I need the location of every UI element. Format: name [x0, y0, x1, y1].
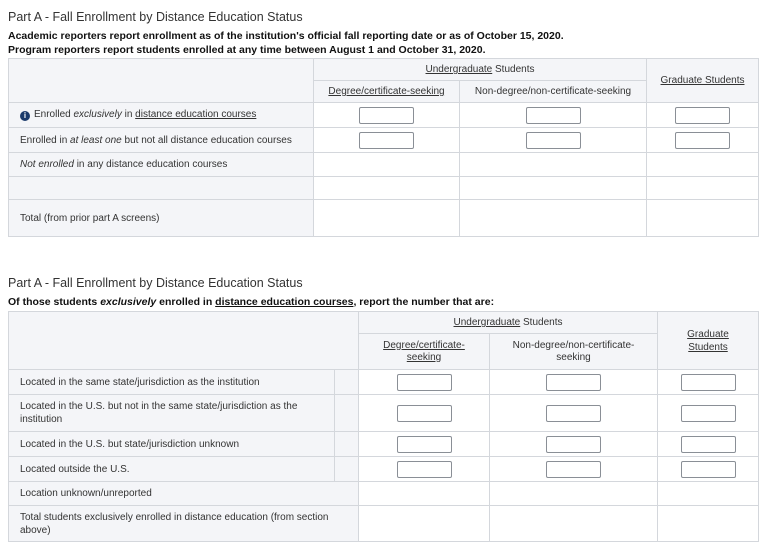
outside-us-graduate-input[interactable] [681, 461, 736, 478]
exclusively-graduate-input[interactable] [675, 107, 730, 124]
section2-title: Part A - Fall Enrollment by Distance Education Status [8, 276, 303, 290]
row-label-same-state: Located in the same state/jurisdiction as the institution [9, 370, 335, 395]
outside-us-degree-seeking-input[interactable] [397, 461, 452, 478]
table-row [9, 128, 759, 153]
some-degree-seeking-input[interactable] [359, 132, 414, 149]
table-row [9, 482, 759, 506]
section1-subtitle-line1: Academic reporters report enrollment as of the institution's official fall reporting date or as of October 15, 2020. [8, 30, 564, 42]
undergraduate-link[interactable]: Undergraduate [425, 64, 493, 75]
degree-seeking-header [314, 81, 460, 103]
total-label: Total (from prior part A screens) [9, 200, 314, 237]
undergraduate-link-2[interactable]: Undergraduate [453, 317, 521, 328]
section1-title: Part A - Fall Enrollment by Distance Education Status [8, 10, 303, 24]
us-state-unknown-degree-seeking-input[interactable] [397, 436, 452, 453]
us-other-state-degree-seeking-input[interactable] [397, 405, 452, 422]
table-row [9, 153, 759, 177]
same-state-non-degree-seeking-input[interactable] [546, 374, 601, 391]
distance-education-location-table [8, 311, 759, 542]
us-state-unknown-non-degree-seeking-input[interactable] [546, 436, 601, 453]
non-degree-seeking-header-2: Non-degree/non-certificate-seeking [490, 334, 658, 370]
total-row [9, 200, 759, 237]
graduate-students-link[interactable]: Graduate Students [660, 75, 745, 86]
same-state-degree-seeking-input[interactable] [397, 374, 452, 391]
exclusively-degree-seeking-input[interactable] [359, 107, 414, 124]
exclusively-non-degree-seeking-input[interactable] [526, 107, 581, 124]
table-row [9, 395, 759, 432]
degree-seeking-link[interactable]: Degree/certificate-seeking [328, 86, 445, 97]
graduate-header [647, 59, 759, 103]
row-label-outside-us: Located outside the U.S. [9, 457, 335, 482]
graduate-students-link-2[interactable]: Graduate Students [687, 328, 729, 353]
us-other-state-graduate-input[interactable] [681, 405, 736, 422]
undergraduate-header-2: Undergraduate Students [359, 312, 658, 334]
graduate-header-2 [658, 312, 759, 370]
row-label-not-enrolled: Not enrolled in any distance education courses [9, 153, 314, 177]
some-non-degree-seeking-input[interactable] [526, 132, 581, 149]
section1-subtitle-line2: Program reporters report students enrolled at any time between August 1 and October 31, 2020. [8, 44, 486, 56]
header-corner [9, 59, 314, 103]
distance-education-courses-link-2[interactable]: distance education courses [215, 296, 354, 308]
info-icon[interactable]: i [20, 111, 30, 121]
total-label-2: Total students exclusively enrolled in distance education (from section above) [9, 506, 359, 542]
total-row [9, 506, 759, 542]
distance-education-courses-link[interactable]: distance education courses [135, 109, 257, 120]
table-row [9, 103, 759, 128]
degree-seeking-link-2[interactable]: Degree/certificate-seeking [383, 339, 465, 363]
distance-education-status-table [8, 58, 759, 237]
non-degree-seeking-header: Non-degree/non-certificate-seeking [460, 81, 647, 103]
some-graduate-input[interactable] [675, 132, 730, 149]
row-label-exclusively: i Enrolled exclusively in distance education courses [9, 103, 314, 128]
degree-seeking-header-2 [359, 334, 490, 370]
section2-subtitle: Of those students exclusively enrolled in distance education courses, report the number that are: [8, 296, 495, 308]
us-other-state-non-degree-seeking-input[interactable] [546, 405, 601, 422]
row-label-us-state-unknown: Located in the U.S. but state/jurisdiction unknown [9, 432, 335, 457]
outside-us-non-degree-seeking-input[interactable] [546, 461, 601, 478]
same-state-graduate-input[interactable] [681, 374, 736, 391]
table-row [9, 370, 759, 395]
us-state-unknown-graduate-input[interactable] [681, 436, 736, 453]
spacer-row [9, 177, 759, 200]
row-label-us-other-state: Located in the U.S. but not in the same state/jurisdiction as the institution [9, 395, 335, 432]
row-label-location-unknown: Location unknown/unreported [9, 482, 359, 506]
undergraduate-header: Undergraduate Students [314, 59, 647, 81]
header-corner-2 [9, 312, 359, 370]
row-label-at-least-one: Enrolled in at least one but not all distance education courses [9, 128, 314, 153]
table-row [9, 432, 759, 457]
table-row [9, 457, 759, 482]
